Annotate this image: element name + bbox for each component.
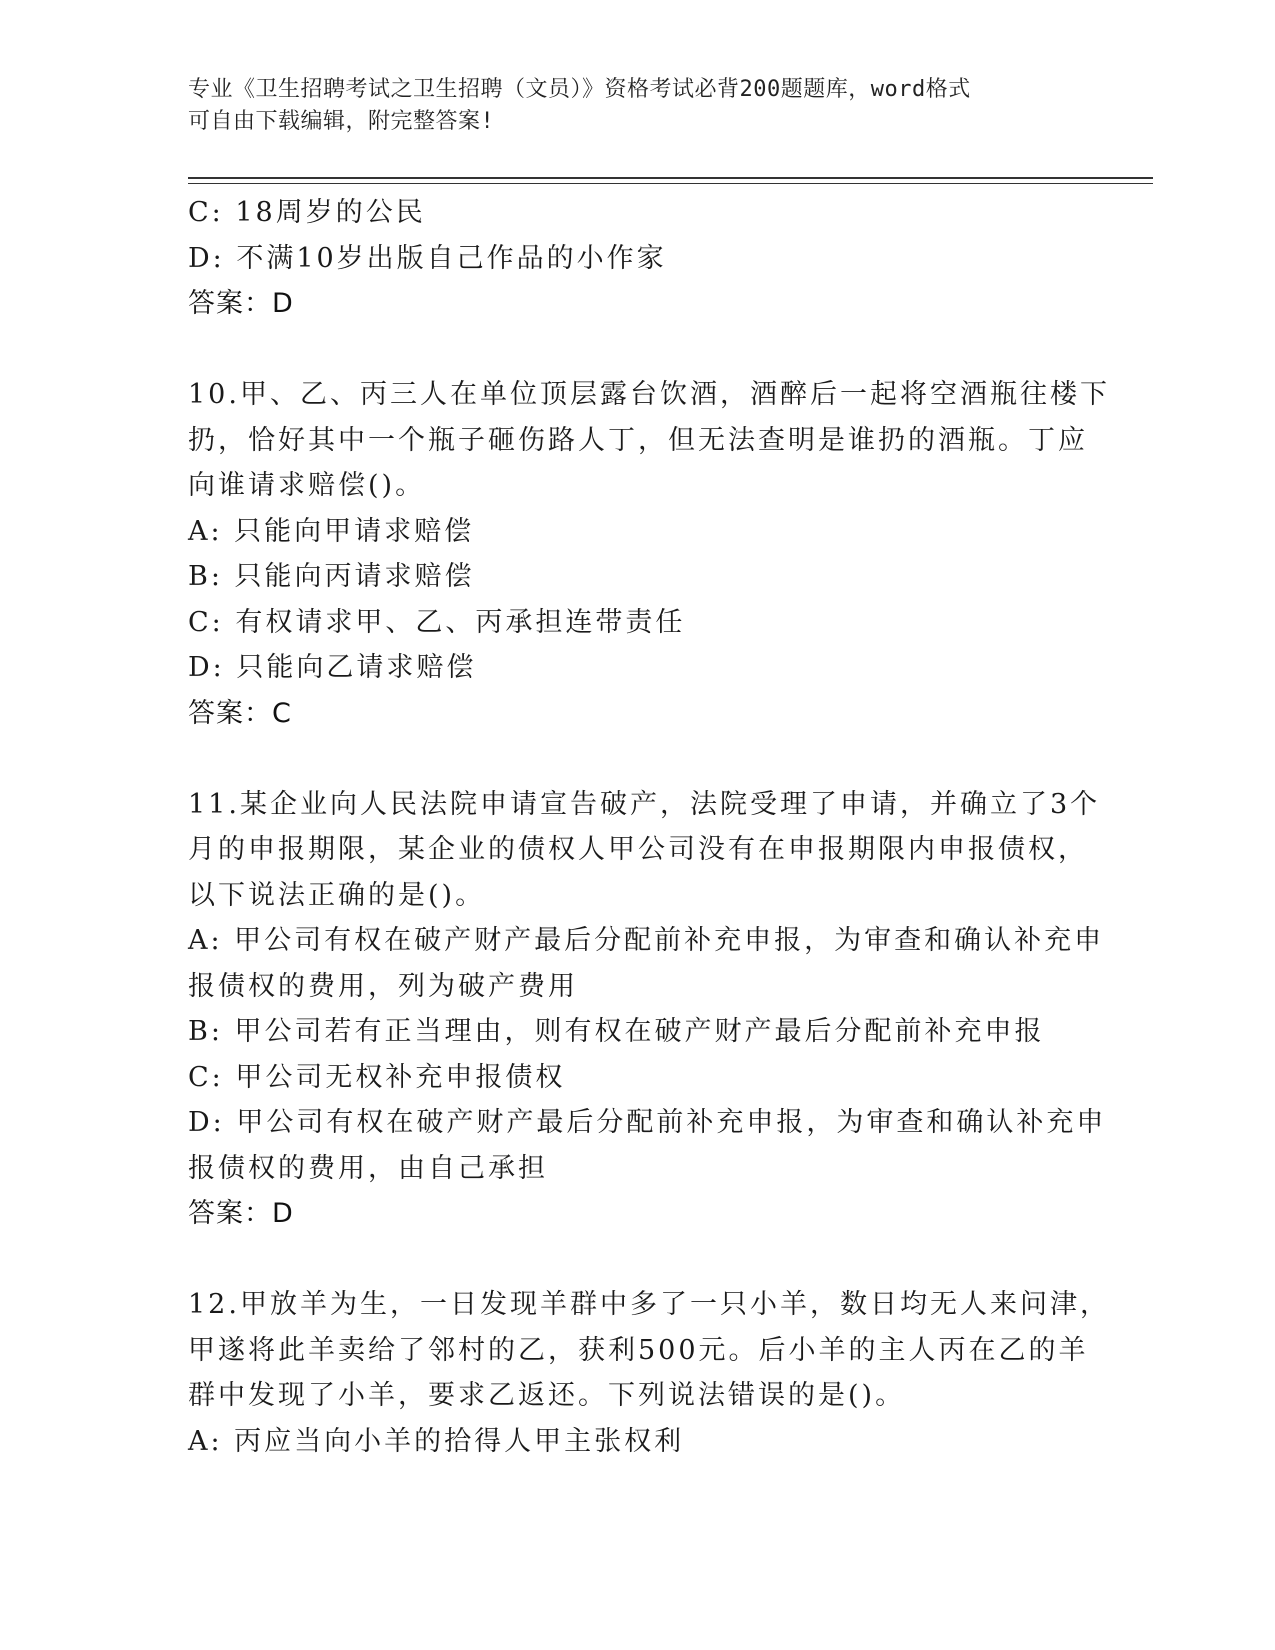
question-stem-line: 10.甲、乙、丙三人在单位顶层露台饮酒，酒醉后一起将空酒瓶往楼下 [188,379,1110,410]
document-header [188,74,1068,138]
question-stem-line: 以下说法正确的是()。 [188,879,486,911]
option-line: 报债权的费用，列为破产费用 [188,970,578,1002]
question-stem-line: 甲遂将此羊卖给了邻村的乙，获利500元。后小羊的主人丙在乙的羊 [188,1334,1089,1366]
question-stem-line: 群中发现了小羊，要求乙返还。下列说法错误的是()。 [188,1380,906,1411]
question-block [188,782,1107,1237]
question-block [188,372,1110,736]
option-line: 报债权的费用，由自己承担 [188,1152,548,1184]
header-rule-thin [188,183,1153,184]
option-line: A: 只能向甲请求赔偿 [188,515,475,547]
header-rule-thick [188,177,1153,179]
answer-line: 答案：D [188,1198,294,1229]
option-line: A: 甲公司有权在破产财产最后分配前补充申报，为审查和确认补充申 [188,925,1105,956]
option-line: D: 只能向乙请求赔偿 [188,652,477,683]
answer-line: 答案：C [188,697,292,729]
question-stem-line: 扔，恰好其中一个瓶子砸伤路人丁，但无法查明是谁扔的酒瓶。丁应 [188,424,1088,456]
option-line: B: 只能向丙请求赔偿 [188,561,475,592]
block-spacer [188,327,1088,373]
question-stem-line: 向谁请求赔偿()。 [188,470,426,501]
option-line: C: 有权请求甲、乙、丙承担连带责任 [188,606,686,638]
header-line-2: 可自由下载编辑，附完整答案! [188,109,495,134]
question-content [188,190,1110,1464]
question-block [188,1282,1110,1464]
question-stem-line: 月的申报期限，某企业的债权人甲公司没有在申报期限内申报债权， [188,834,1088,865]
header-line-1: 专业《卫生招聘考试之卫生招聘（文员）》资格考试必背200题题库，word格式 [188,77,971,102]
question-stem-line: 11.某企业向人民法院申请宣告破产，法院受理了申请，并确立了3个 [188,788,1101,820]
option-line: D: 甲公司有权在破产财产最后分配前补充申报，为审查和确认补充申 [188,1107,1107,1138]
answer-line: 答案：D [188,288,294,319]
block-spacer [188,1237,1088,1283]
option-line: D: 不满10岁出版自己作品的小作家 [188,242,667,274]
question-stem-line: 12.甲放羊为生，一日发现羊群中多了一只小羊，数日均无人来问津， [188,1289,1110,1320]
question-block [188,190,1088,327]
option-line: B: 甲公司若有正当理由，则有权在破产财产最后分配前补充申报 [188,1016,1045,1047]
option-line: A: 丙应当向小羊的拾得人甲主张权利 [188,1425,685,1457]
block-spacer [188,736,1088,782]
option-line: C: 18周岁的公民 [188,197,426,228]
option-line: C: 甲公司无权补充申报债权 [188,1061,566,1093]
